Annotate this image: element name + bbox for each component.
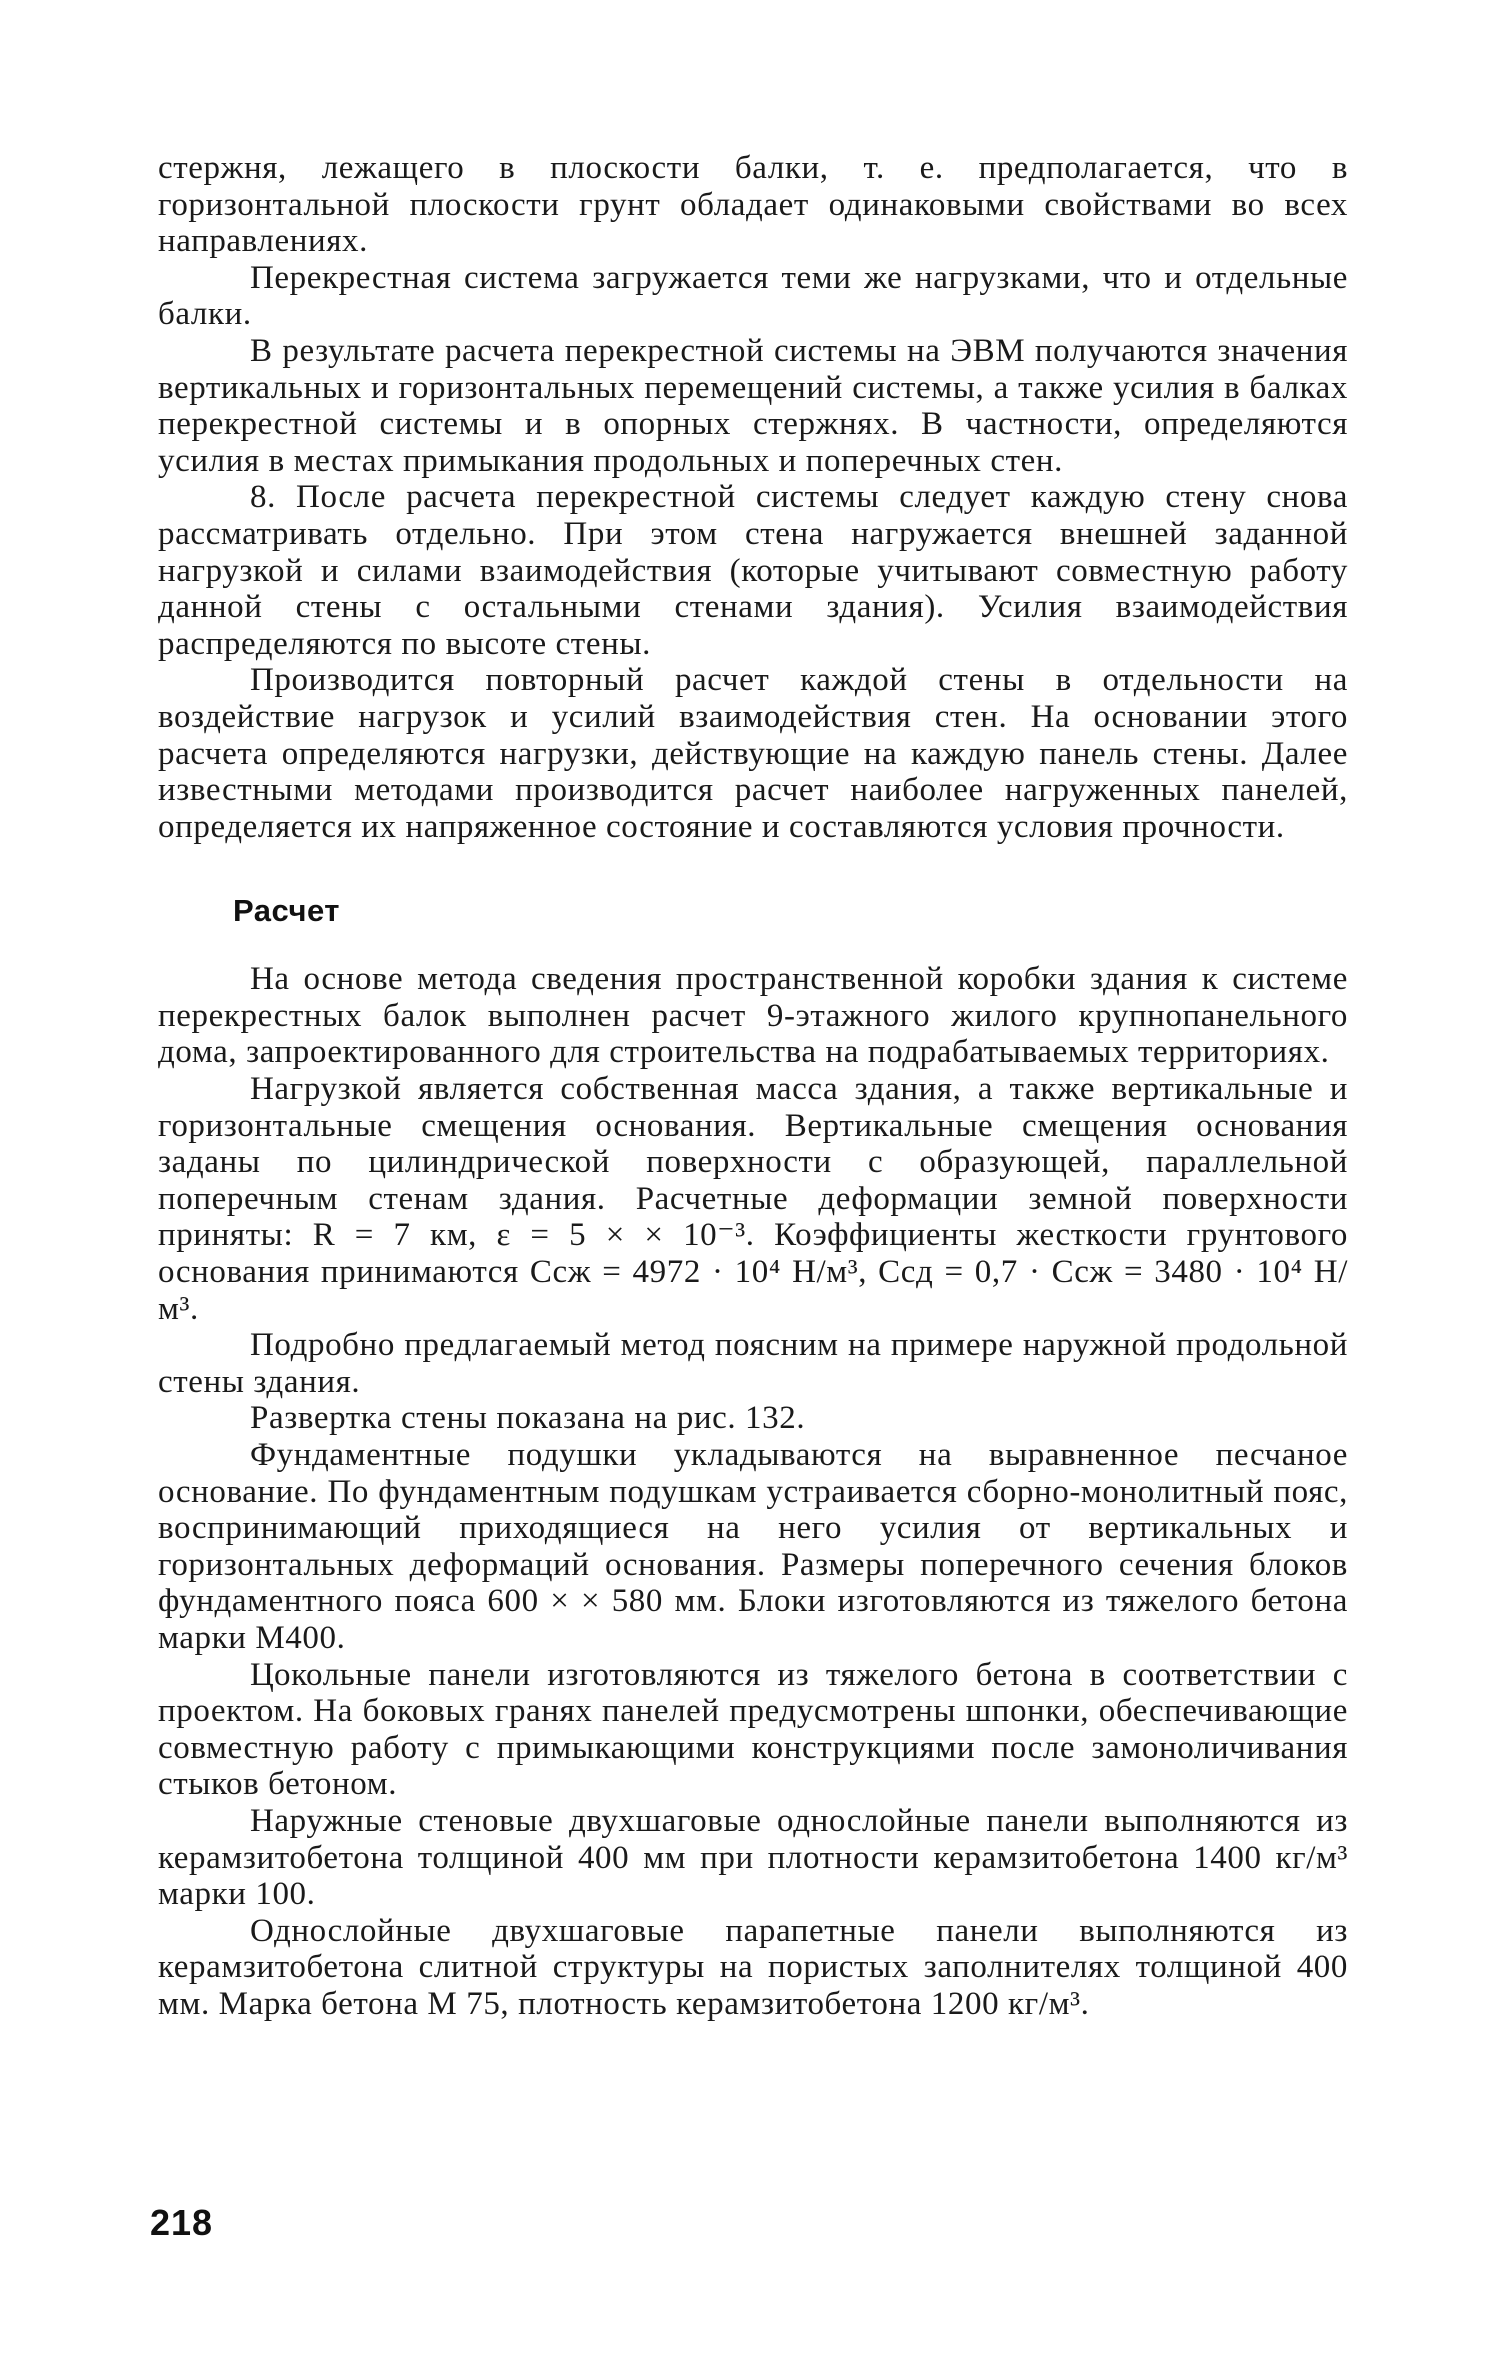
paragraph: Наружные стеновые двухшаговые однослойные панели выполняются из керамзитобетона толщиной 400 мм при плотности керамзитобетона 1400 кг/м³ марки 100. (158, 1802, 1348, 1913)
paragraph: Подробно предлагаемый метод поясним на примере наружной продольной стены здания. (158, 1327, 1348, 1400)
paragraph: Нагрузкой является собственная масса здания, а также вертикальные и горизонтальные смещения основания. Вертикальные смещения основания заданы по цилиндрической поверхности с образующей, параллельной поперечным стенам здания. Расчетные деформации земной поверхности приняты: R = 7 км, ε = 5 × × 10⁻³. Коэффициенты жесткости грунтового основания принимаются Cсж = 4972 · 10⁴ Н/м³, Cсд = 0,7 · Cсж = 3480 · 10⁴ Н/м³. (158, 1071, 1348, 1327)
paragraph: Перекрестная система загружается теми же нагрузками, что и отдельные балки. (158, 259, 1348, 333)
paragraph: Производится повторный расчет каждой стены в отдельности на воздействие нагрузок и усилий взаимодействия стен. На основании этого расчета определяются нагрузки, действующие на каждую панель стены. Далее известными методами производится расчет наиболее нагруженных панелей, определяется их напряженное состояние и составляются условия прочности. (158, 662, 1348, 845)
paragraph: Развертка стены показана на рис. 132. (250, 1400, 806, 1437)
paragraph: Цокольные панели изготовляются из тяжелого бетона в соответствии с проектом. На боковых гранях панелей предусмотрены шпонки, обеспечивающие совместную работу с примыкающими конструкциями после замоноличивания стыков бетоном. (158, 1656, 1348, 1803)
paragraph: Фундаментные подушки укладываются на выравненное песчаное основание. По фундаментным подушкам устраивается сборно-монолитный пояс, воспринимающий приходящиеся на него усилия от вертикальных и горизонтальных деформаций основания. Размеры поперечного сечения блоков фундаментного пояса 600 × × 580 мм. Блоки изготовляются из тяжелого бетона марки М400. (158, 1437, 1348, 1656)
paragraph: В результате расчета перекрестной системы на ЭВМ получаются значения вертикальных и горизонтальных перемещений системы, а также усилия в балках перекрестной системы и в опорных стержнях. В частности, определяются усилия в местах примыкания продольных и поперечных стен. (158, 332, 1348, 479)
paragraph: Однослойные двухшаговые парапетные панели выполняются из керамзитобетона слитной структуры на пористых заполнителях толщиной 400 мм. Марка бетона М 75, плотность керамзитобетона 1200 кг/м³. (158, 1912, 1348, 2022)
paragraph: стержня, лежащего в плоскости балки, т. е. предполагается, что в горизонтальной плоскости грунт обладает одинаковыми свойствами во всех направлениях. (158, 150, 1348, 260)
page-body (158, 150, 1348, 2023)
paragraph: На основе метода сведения пространственной коробки здания к системе перекрестных балок выполнен расчет 9-этажного жилого крупнопанельного дома, запроектированного для строительства на подрабатываемых территориях. (158, 961, 1348, 1071)
page-number: 218 (150, 2202, 214, 2243)
paragraph: 8. После расчета перекрестной системы следует каждую стену снова рассматривать отдельно. При этом стена нагружается внешней заданной нагрузкой и силами взаимодействия (которые учитывают совместную работу данной стены с остальными стенами здания). Усилия взаимодействия распределяются по высоте стены. (158, 479, 1348, 662)
section-heading: Расчет (233, 893, 340, 929)
